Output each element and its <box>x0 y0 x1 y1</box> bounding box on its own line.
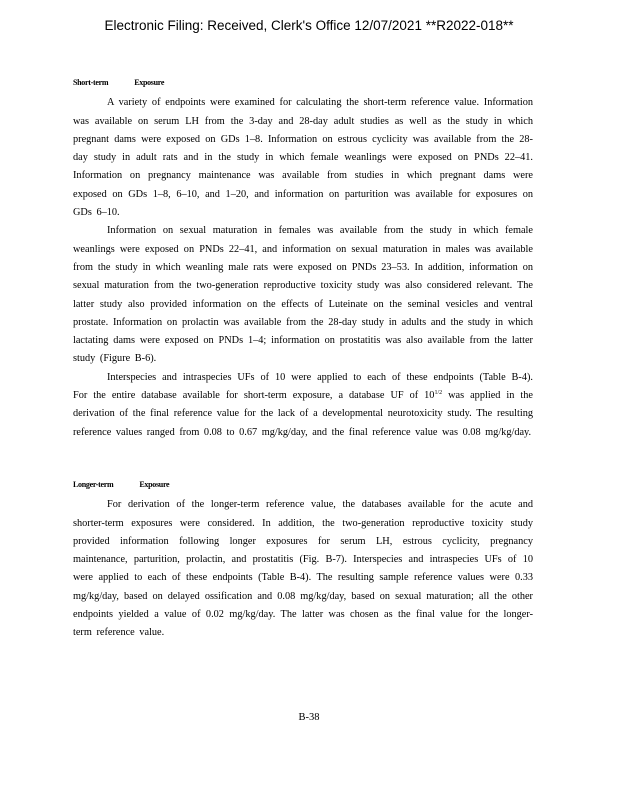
short-term-paragraph-3 <box>73 369 533 442</box>
short-term-section <box>73 74 533 442</box>
short-term-heading-word: Short-term <box>73 78 109 87</box>
short-term-paragraph-2: Information on sexual maturation in females was available from the study in which female weanlings were exposed on PNDs 22–41, and information on sexual maturation in males was available from the study in which weanling male rats were exposed on PNDs 23–53. In addition, information on sexual maturation from the two-generation reproductive toxicity study was also considered relevant. The latter study also provided information on the effects of Luteinate on the seminal vesicles and ventral prostate. Information on prolactin was available from the 28-day study in adults and the study in which lactating dams were exposed on PNDs 1–4; information on prostatitis was also available from the latter study (Figure B-6). <box>73 225 533 365</box>
short-term-heading <box>73 74 533 92</box>
short-term-heading-exposure: Exposure <box>134 78 165 87</box>
longer-term-paragraph-1: For derivation of the longer-term reference value, the databases available for the acute and shorter-term exposures were considered. In addition, the two-generation reproductive toxicity study provided information following longer exposures for serum LH, estrous cyclicity, pregnancy maintenance, parturition, prolactin, and prostatitis (Fig. B-7). Interspecies and intraspecies UFs of 10 were applied to each of these endpoints (Table B-4). The resulting sample reference values were 0.33 mg/kg/day, based on delayed ossification and 0.08 mg/kg/day, based on sexual maturation; all the other endpoints yielded a value of 0.02 mg/kg/day. The latter was chosen as the final value for the longer-term reference value. <box>73 499 533 639</box>
longer-term-section <box>73 476 533 643</box>
page-number: B-38 <box>298 712 320 723</box>
longer-term-heading-word: Longer-term <box>73 480 114 489</box>
short-term-paragraph-1: A variety of endpoints were examined for calculating the short-term reference value. Information was available on serum LH from the 3-day and 28-day adult studies as well as the study in which pregnant dams were exposed on GDs 1–8. Information on estrous cyclicity was available from the 28-day study in adult rats and in the study in which female weanlings were exposed on PNDs 22–41. Information on pregnancy maintenance was available from studies in which pregnant dams were exposed on GDs 1–8, 6–10, and 1–20, and information on parturition was available for exposures on GDs 6–10. <box>73 97 533 219</box>
longer-term-heading <box>73 476 533 494</box>
filing-stamp: Electronic Filing: Received, Clerk's Office 12/07/2021 **R2022-018** <box>104 18 514 33</box>
superscript: 1/2 <box>434 390 443 397</box>
short-term-paragraph-3-text-a: Interspecies and intraspecies UFs of 10 were applied to each of these endpoints (Table B-4). For the entire database available for short-term exposure, a database UF of 10 <box>73 371 533 402</box>
short-term-paragraph-3-text-b: was applied in the derivation of the final reference value for the lack of a developmental neurotoxicity study. The resulting reference values ranged from 0.08 to 0.67 mg/kg/day, and the final reference value was 0.08 mg/kg/day. <box>73 390 533 438</box>
longer-term-heading-exposure: Exposure <box>139 480 170 489</box>
